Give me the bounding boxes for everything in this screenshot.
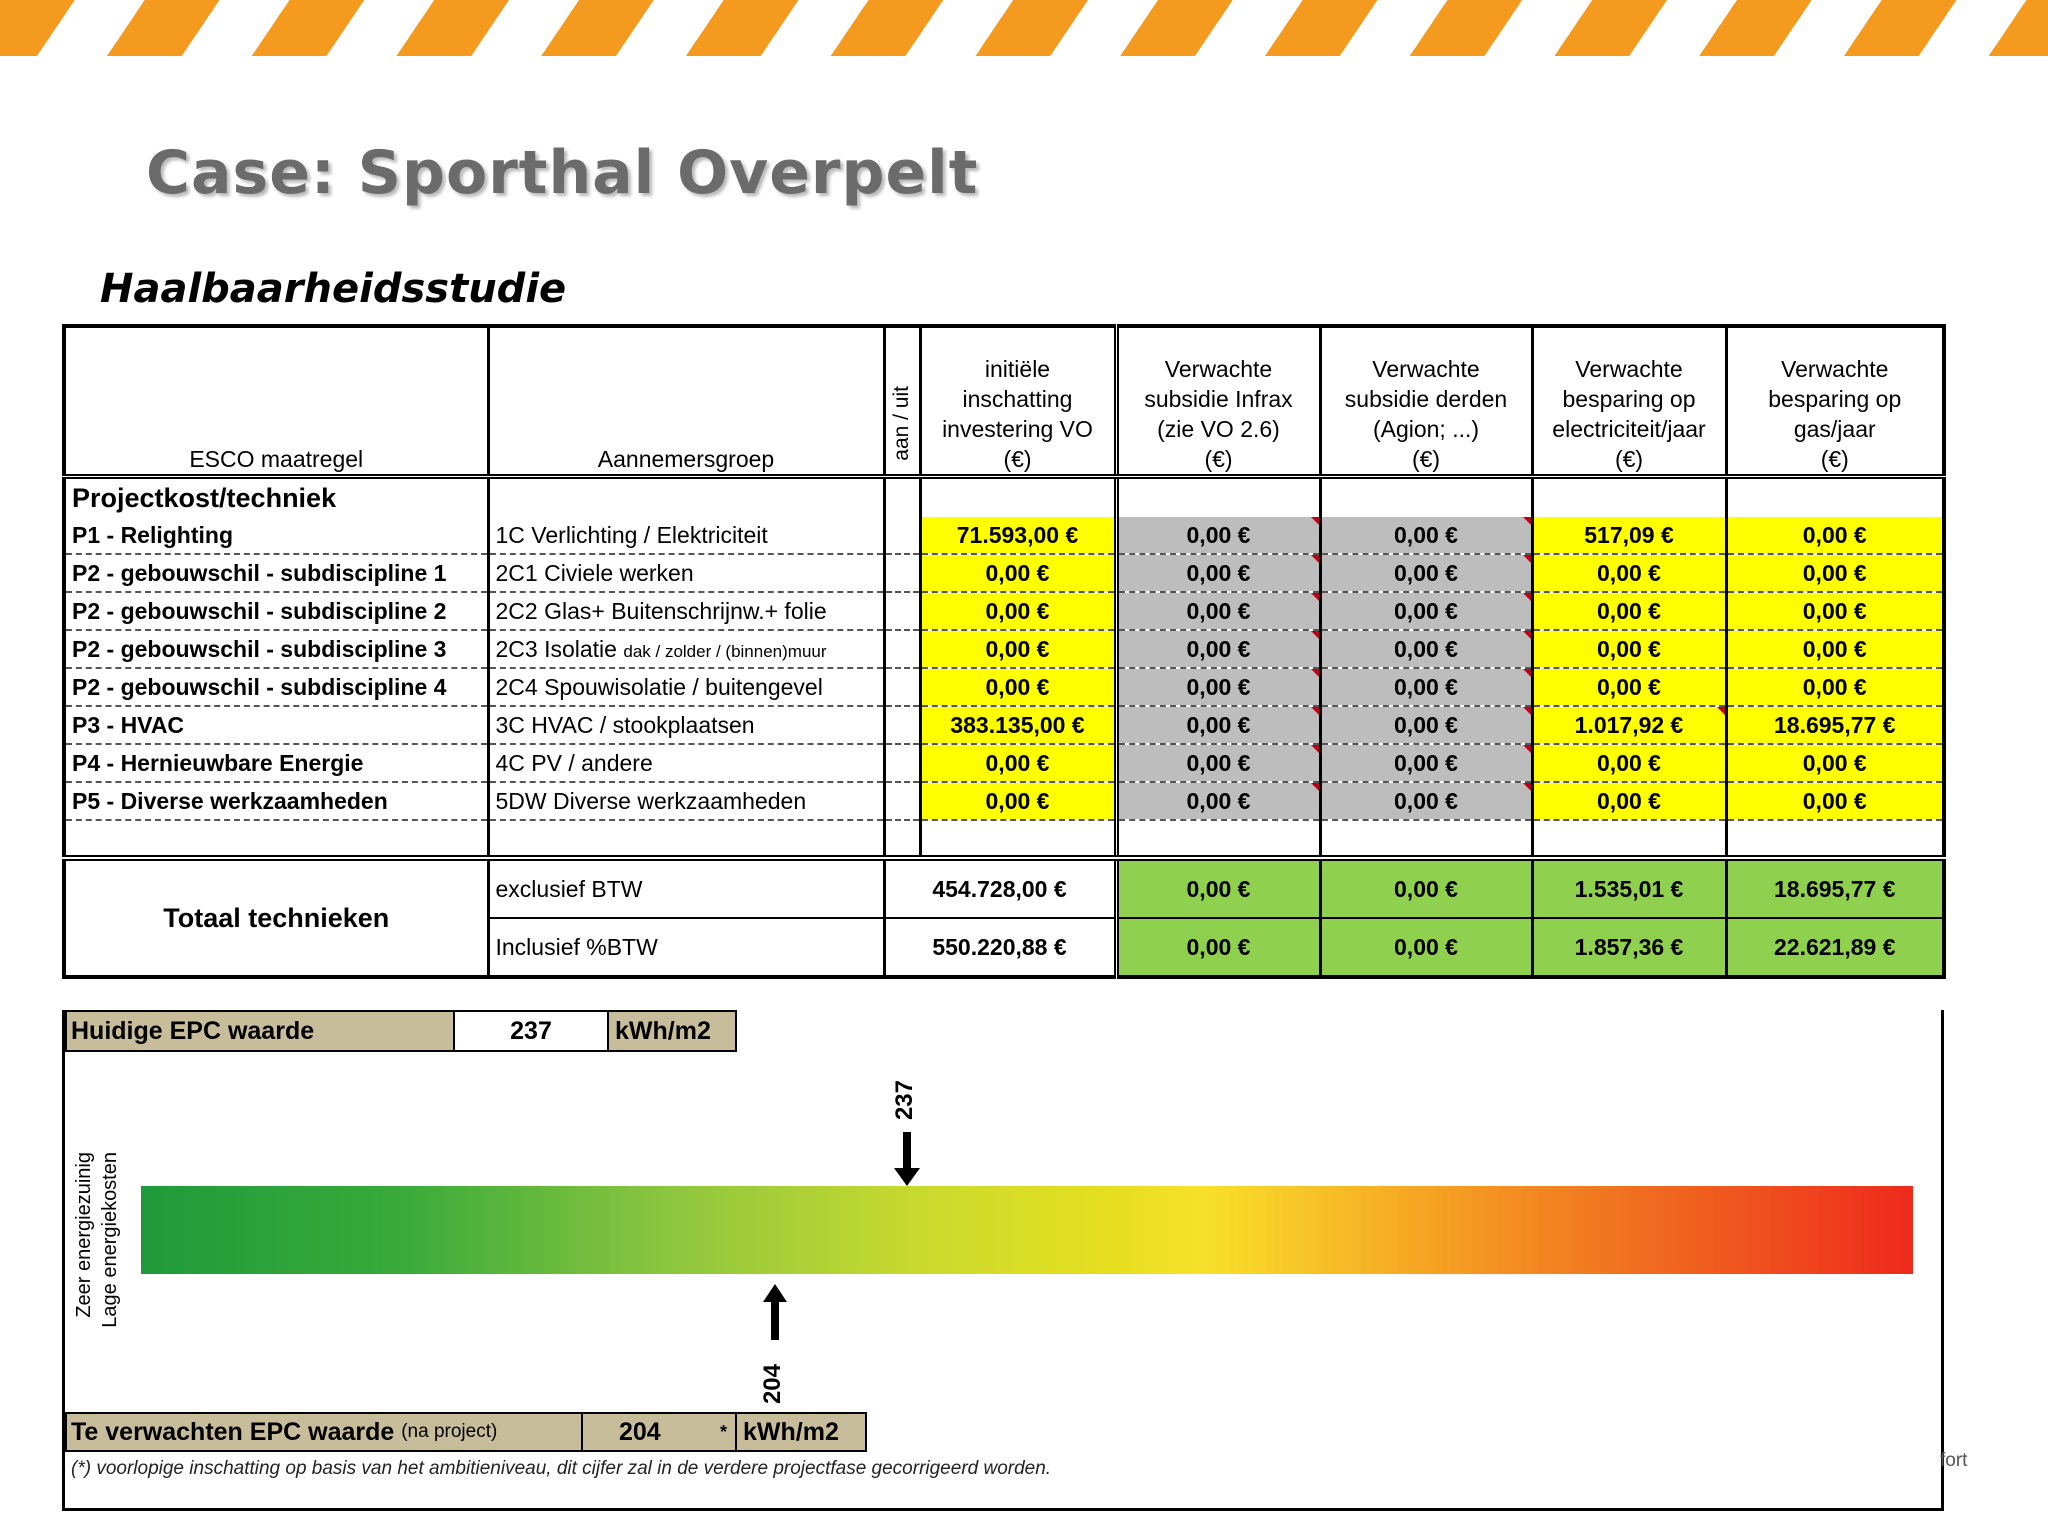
row-investering: 0,00 € <box>920 668 1116 706</box>
row-investering: 0,00 € <box>920 592 1116 630</box>
axis-label-costs: Lage energiekosten <box>99 1152 121 1328</box>
table-row <box>64 554 1944 592</box>
row-besparing-elek: 0,00 € <box>1532 592 1726 630</box>
spacer-row <box>64 820 1944 858</box>
row-besparing-elek: 0,00 € <box>1532 744 1726 782</box>
row-subsidie-infrax: 0,00 € <box>1116 630 1320 668</box>
totals-incl-gas: 22.621,89 € <box>1726 918 1944 977</box>
row-besparing-gas: 0,00 € <box>1726 668 1944 706</box>
row-maatregel: P3 - HVAC <box>64 706 488 744</box>
row-besparing-elek: 0,00 € <box>1532 630 1726 668</box>
row-aan-uit <box>884 592 920 630</box>
row-groep: 2C1 Civiele werken <box>488 554 884 592</box>
current-epc-box <box>65 1010 737 1052</box>
row-groep: 3C HVAC / stookplaatsen <box>488 706 884 744</box>
row-subsidie-derden: 0,00 € <box>1320 744 1532 782</box>
row-investering: 383.135,00 € <box>920 706 1116 744</box>
row-maatregel: P2 - gebouwschil - subdiscipline 4 <box>64 668 488 706</box>
feasibility-table <box>62 324 1946 979</box>
row-groep: 5DW Diverse werkzaamheden <box>488 782 884 820</box>
row-besparing-gas: 0,00 € <box>1726 782 1944 820</box>
row-groep: 2C4 Spouwisolatie / buitengevel <box>488 668 884 706</box>
table-row <box>64 706 1944 744</box>
totals-excl-infrax: 0,00 € <box>1116 858 1320 918</box>
expected-epc-value: 204 * <box>581 1414 735 1450</box>
totals-excl-gas: 18.695,77 € <box>1726 858 1944 918</box>
header-subsidie-infrax: Verwachte subsidie Infrax (zie VO 2.6) (€) <box>1116 326 1320 477</box>
row-besparing-gas: 0,00 € <box>1726 554 1944 592</box>
page-subtitle: Haalbaarheidsstudie <box>100 266 567 312</box>
row-groep: 2C2 Glas+ Buitenschrijnw.+ folie <box>488 592 884 630</box>
row-maatregel: P2 - gebouwschil - subdiscipline 2 <box>64 592 488 630</box>
row-subsidie-derden: 0,00 € <box>1320 782 1532 820</box>
totals-row-excl <box>64 858 1944 918</box>
header-investering: initiële inschatting investering VO (€) <box>920 326 1116 477</box>
expected-epc-unit: kWh/m2 <box>735 1414 865 1450</box>
row-subsidie-derden: 0,00 € <box>1320 592 1532 630</box>
row-aan-uit <box>884 744 920 782</box>
row-besparing-elek: 1.017,92 € <box>1532 706 1726 744</box>
table-row <box>64 668 1944 706</box>
row-subsidie-derden: 0,00 € <box>1320 517 1532 554</box>
row-besparing-elek: 0,00 € <box>1532 554 1726 592</box>
row-besparing-elek: 517,09 € <box>1532 517 1726 554</box>
totals-incl-infrax: 0,00 € <box>1116 918 1320 977</box>
header-besparing-elektriciteit: Verwachte besparing op electriciteit/jaar (€) <box>1532 326 1726 477</box>
row-subsidie-infrax: 0,00 € <box>1116 668 1320 706</box>
row-aan-uit <box>884 517 920 554</box>
table-row <box>64 744 1944 782</box>
row-aan-uit <box>884 668 920 706</box>
footnote: (*) voorlopige inschatting op basis van het ambitieniveau, dit cijfer zal in de verdere projectfase gecorrigeerd worden. <box>71 1458 1052 1479</box>
expected-epc-box <box>65 1412 867 1452</box>
row-investering: 0,00 € <box>920 554 1116 592</box>
totals-label: Totaal technieken <box>64 858 488 977</box>
current-epc-unit: kWh/m2 <box>607 1012 735 1050</box>
row-maatregel: P2 - gebouwschil - subdiscipline 3 <box>64 630 488 668</box>
row-subsidie-infrax: 0,00 € <box>1116 554 1320 592</box>
expected-epc-label: Te verwachten EPC waarde (na project) <box>65 1414 581 1450</box>
row-besparing-gas: 18.695,77 € <box>1726 706 1944 744</box>
row-investering: 71.593,00 € <box>920 517 1116 554</box>
epc-axis-label <box>67 1128 147 1328</box>
row-aan-uit <box>884 706 920 744</box>
row-subsidie-derden: 0,00 € <box>1320 554 1532 592</box>
row-investering: 0,00 € <box>920 744 1116 782</box>
marker-top-label: 237 <box>891 1080 918 1121</box>
row-aan-uit <box>884 782 920 820</box>
totals-excl-elek: 1.535,01 € <box>1532 858 1726 918</box>
row-besparing-gas: 0,00 € <box>1726 630 1944 668</box>
row-maatregel: P4 - Hernieuwbare Energie <box>64 744 488 782</box>
totals-incl-investering: 550.220,88 € <box>884 918 1116 977</box>
totals-incl-elek: 1.857,36 € <box>1532 918 1726 977</box>
row-groep: 2C3 Isolatie dak / zolder / (binnen)muur <box>488 630 884 668</box>
row-subsidie-infrax: 0,00 € <box>1116 744 1320 782</box>
row-subsidie-infrax: 0,00 € <box>1116 706 1320 744</box>
header-aan-uit: aan / uit <box>884 326 920 477</box>
row-subsidie-infrax: 0,00 € <box>1116 592 1320 630</box>
arrow-down-icon <box>887 1080 927 1190</box>
row-maatregel: P2 - gebouwschil - subdiscipline 1 <box>64 554 488 592</box>
row-subsidie-derden: 0,00 € <box>1320 668 1532 706</box>
totals-excl-label: exclusief BTW <box>488 858 884 918</box>
epc-gradient-bar <box>141 1186 1913 1274</box>
row-besparing-elek: 0,00 € <box>1532 668 1726 706</box>
totals-incl-label: Inclusief %BTW <box>488 918 884 977</box>
table-row <box>64 592 1944 630</box>
table-row <box>64 782 1944 820</box>
axis-label-efficient: Zeer energiezuinig <box>73 1152 95 1318</box>
header-subsidie-derden: Verwachte subsidie derden (Agion; ...) (€) <box>1320 326 1532 477</box>
row-subsidie-derden: 0,00 € <box>1320 630 1532 668</box>
section-row <box>64 477 1944 518</box>
row-subsidie-infrax: 0,00 € <box>1116 517 1320 554</box>
row-groep: 1C Verlichting / Elektriciteit <box>488 517 884 554</box>
header-aannemersgroep: Aannemersgroep <box>488 326 884 477</box>
page-title: Case: Sporthal Overpelt <box>146 138 979 208</box>
row-aan-uit <box>884 630 920 668</box>
expected-epc-marker <box>755 1282 795 1405</box>
row-aan-uit <box>884 554 920 592</box>
row-maatregel: P5 - Diverse werkzaamheden <box>64 782 488 820</box>
totals-incl-derden: 0,00 € <box>1320 918 1532 977</box>
row-subsidie-derden: 0,00 € <box>1320 706 1532 744</box>
row-maatregel: P1 - Relighting <box>64 517 488 554</box>
row-besparing-gas: 0,00 € <box>1726 744 1944 782</box>
current-epc-value: 237 <box>453 1012 607 1050</box>
section-title: Projectkost/techniek <box>72 482 337 513</box>
current-epc-marker <box>887 1080 927 1190</box>
corner-text: fort <box>1940 1450 1968 1471</box>
row-subsidie-infrax: 0,00 € <box>1116 782 1320 820</box>
current-epc-label: Huidige EPC waarde <box>65 1012 453 1050</box>
header-esco-maatregel: ESCO maatregel <box>64 326 488 477</box>
table-header-row <box>64 326 1944 477</box>
row-investering: 0,00 € <box>920 630 1116 668</box>
table-row <box>64 630 1944 668</box>
totals-excl-investering: 454.728,00 € <box>884 858 1116 918</box>
totals-excl-derden: 0,00 € <box>1320 858 1532 918</box>
epc-panel <box>62 1010 1944 1511</box>
row-groep: 4C PV / andere <box>488 744 884 782</box>
marker-bottom-label: 204 <box>759 1364 786 1405</box>
header-besparing-gas: Verwachte besparing op gas/jaar (€) <box>1726 326 1944 477</box>
table-row <box>64 517 1944 554</box>
row-besparing-elek: 0,00 € <box>1532 782 1726 820</box>
hazard-stripe-banner <box>0 0 2048 56</box>
row-investering: 0,00 € <box>920 782 1116 820</box>
row-besparing-gas: 0,00 € <box>1726 592 1944 630</box>
row-besparing-gas: 0,00 € <box>1726 517 1944 554</box>
